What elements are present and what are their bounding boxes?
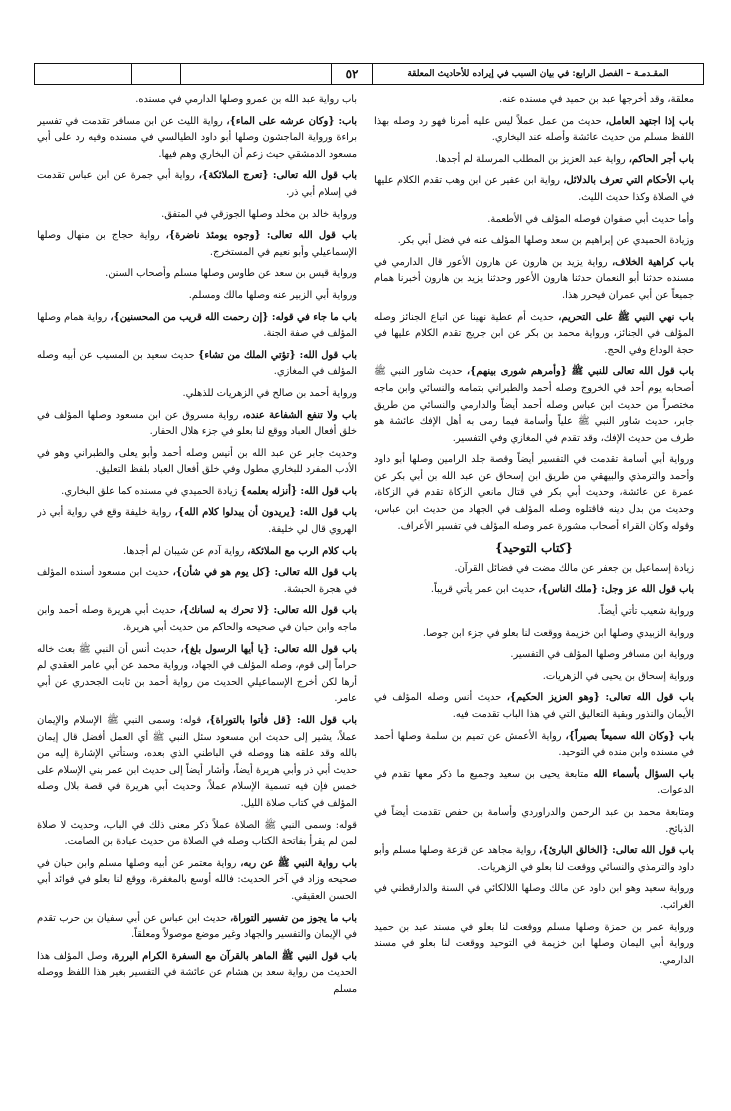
paragraph-lead: باب قول الله تعالى: {لا تحرك به لسانك}، xyxy=(179,605,357,617)
paragraph xyxy=(374,604,694,621)
paragraph-text: رواية آدم عن شيبان لم أجدها. xyxy=(122,545,248,557)
paragraph xyxy=(374,767,694,800)
paragraph xyxy=(37,484,357,501)
paragraph-text: وأما حديث أبي صفوان فوصله المؤلف في الأطعمة. xyxy=(487,213,694,225)
paragraph-text: حديث سعيد بن المسيب عن أبيه وصله المؤلف في المغازي. xyxy=(37,349,357,378)
paragraph-text: ورواية خالد بن مخلد وصلها الجوزقي في المتفق. xyxy=(161,208,357,220)
paragraph-text: ورواية أحمد بن صالح في الزهريات للذهلي. xyxy=(182,387,357,399)
paragraph-lead: باب كلام الرب مع الملائكة، xyxy=(247,545,357,557)
paragraph-lead: باب كراهية الخلاف، xyxy=(612,256,694,268)
paragraph xyxy=(37,168,357,201)
paragraph-text: رواية معتمر عن أبيه وصلها مسلم وابن حبان في صحيحه وزاد في آخر الحديث: فالله أوسع بالمغفرة، ووقع لنا بعلو في فوائد أبي الحسن العقيقي. xyxy=(37,857,357,902)
paragraph-text: متابعة يحيى بن سعيد وجميع ما ذكر معها تقدم في الدعوات. xyxy=(374,768,694,797)
paragraph xyxy=(37,408,357,441)
paragraph-text: رواية همام وصلها المؤلف في صفة الجنة. xyxy=(37,311,357,340)
paragraph-text: قوله: وسمى النبي ﷺ الصلاة عملاً ذكر معنى ذلك في الباب، وحديث لا صلاة لمن لم يقرأ بفاتحة الكتاب وصله في الصلاة من حديث عبادة بن الصامت. xyxy=(37,819,357,848)
paragraph xyxy=(37,505,357,538)
paragraph-text: حديث أبي هريرة وصله أحمد وابن ماجه وابن حبان في صحيحه والحاكم من حديث أبي هريرة. xyxy=(37,605,357,634)
paragraph xyxy=(374,212,694,229)
paragraph xyxy=(37,544,357,561)
paragraph-text: حديث من عمل عملاً ليس عليه أمرنا فهو رد وصله بهذا اللفظ مسلم من حديث عائشة وأصله عند البخاري. xyxy=(374,115,694,144)
paragraph-text: ورواية ابن مسافر وصلها المؤلف في التفسير. xyxy=(510,649,694,661)
paragraph-text: رواية الأعمش عن تميم بن سلمة وصلها أحمد في مسنده وابن منده في التوحيد. xyxy=(374,730,694,759)
paragraph-lead: باب قول الله تعالى للنبي ﷺ {وأمرهم شورى بينهم}، xyxy=(466,366,694,378)
paragraph-text: حديث أنس أن النبي ﷺ بعث خاله حراماً إلى قوم، وصله المؤلف في الجهاد، ورواية محمد عن أبي عامر العقدي لم أرها لكن أخرج الإسماعيلي الحديث من رواية أحمد بن ثابت الجحدري عن أبي عامر. xyxy=(37,643,357,705)
paragraph-text: معلقة، وقد أخرجها عبد بن حميد في مسنده عنه. xyxy=(499,94,694,105)
paragraph xyxy=(37,446,357,479)
paragraph-lead: باب الأحكام التي تعرف بالدلائل، xyxy=(563,175,694,187)
paragraph xyxy=(374,805,694,838)
paragraph-lead: باب قول النبي ﷺ الماهر بالقرآن مع السفرة الكرام البررة، xyxy=(111,950,357,962)
paragraph-text: قوله: وسمى النبي ﷺ الإسلام والإيمان عملاً، يشير إلى حديث ابن مسعود سئل النبي ﷺ أي العمل أفضل قال إيمان بالله وقد علقه هنا ووصله في الباطني الذي بعده، وستأتي الإشارة إليه من حديث أبي ذر وأبي هريرة أيضاً، وأشار أيضاً إلى حديث ابن عمر بني الإسلام على خمس فإن فيه تسمية الإسلام عملاً، وحديث أبي هريرة في قصة بلال وصله المؤلف في كتاب صلاة الليل. xyxy=(37,715,357,809)
paragraph-text: ورواية عمر بن حمزة وصلها مسلم ووقعت لنا بعلو في مسند عبد بن حميد ورواية أبي اليمان وصلها ابن خزيمة في التوحيد ووقعت لنا بعلو في مسند الدارمي. xyxy=(374,921,694,966)
paragraph xyxy=(374,173,694,206)
header-empty-cell xyxy=(180,64,331,84)
paragraph xyxy=(374,920,694,970)
paragraph-text: حديث ابن عباس عن أبي سفيان بن حرب تقدم في الإيمان والتفسير والجهاد وغير موضع موصولاً ومعلقاً. xyxy=(37,912,357,941)
paragraph-text: رواية خليفة وقع في رواية أبي ذر الهروي قال لي خليفة. xyxy=(37,507,357,536)
paragraph-text: رواية حجاج بن منهال وصلها الإسماعيلي وأبو نعيم في المستخرج. xyxy=(37,230,357,258)
paragraph-text: {كتاب التوحيد} xyxy=(494,541,574,556)
paragraph xyxy=(374,364,694,447)
paragraph-text: رواية عبد العزيز بن المطلب المرسلة لم أجدها. xyxy=(435,153,629,165)
paragraph-lead: باب قول الله: {قل فأتوا بالتوراة}، xyxy=(206,715,357,726)
paragraph-lead: باب نهي النبي ﷺ على التحريم، xyxy=(558,311,694,323)
paragraph-text: حديث أم عطية نهينا عن اتباع الجنائز وصله المؤلف في الجنائز، ورواية محمد بن بكر عن ابن جريج تقدم الكلام عليها في حجة الوداع وفي الحج. xyxy=(374,311,694,356)
paragraph-text: وزيادة الحميدي عن إبراهيم بن سعد وصلها المؤلف عنه في فضل أبي بكر. xyxy=(397,235,694,247)
paragraph xyxy=(374,152,694,169)
paragraph xyxy=(37,713,357,813)
paragraph-text: رواية الليث عن ابن مسافر تقدمت في تفسير براءة ورواية الماجشون وصلها أبو داود الطيالسي في مسنده وفيه رد على أبي مسعود الدمشقي حيث زعم أن البخاري وهم فيها. xyxy=(37,115,357,160)
section-heading xyxy=(374,540,694,557)
paragraph-text: رواية ابن عفير عن ابن وهب تقدم الكلام عليها في الصلاة وكذا حديث الليث. xyxy=(374,175,694,203)
paragraph-lead: باب قول الله: {أنزله بعلمه} xyxy=(240,485,357,497)
paragraph xyxy=(37,266,357,283)
paragraph-text: حديث شاور النبي ﷺ أصحابه يوم أحد في الخروج وصله أحمد والطبراني بتمامه والنسائي وابن ماجه مختصراً من حديث ابن عباس وصله أحمد أيضاً والدارمي والنسائي من طريق جابر، حديث شاور النبي ﷺ علياً وأسامة فيما رمى به أهل الإفك عائشة هو طرف من حديث الإفك، وقد تقدم في المغازي وفي التفسير. xyxy=(374,366,694,444)
paragraph-lead: باب قول الله تعالى: {يا أيها الرسول بلغ}، xyxy=(180,643,357,655)
paragraph xyxy=(37,642,357,708)
paragraph-lead: باب السؤال بأسماء الله xyxy=(593,768,694,780)
paragraph xyxy=(37,207,357,224)
paragraph xyxy=(37,114,357,164)
paragraph-lead: باب قول الله تعالى: {تعرج الملائكة}، xyxy=(198,170,357,182)
paragraph-lead: باب رواية النبي ﷺ عن ربه، xyxy=(240,857,357,869)
paragraph-text: حديث ابن عمر يأتي قريباً. xyxy=(430,584,539,596)
paragraph-text: زيادة الحميدي في مسنده كما علق البخاري. xyxy=(61,485,241,497)
paragraph-lead: باب ما يجوز من تفسير التوراة، xyxy=(229,912,357,924)
paragraph-text: حديث ابن مسعود أسنده المؤلف في هجرة الحبشة. xyxy=(37,567,357,595)
paragraph xyxy=(374,669,694,686)
paragraph xyxy=(374,729,694,762)
paragraph xyxy=(374,92,694,109)
paragraph xyxy=(374,690,694,723)
paragraph-text: زيادة إسماعيل بن جعفر عن مالك مضت في فضائل القرآن. xyxy=(454,562,694,574)
paragraph-text: رواية مسروق عن ابن مسعود وصلها المؤلف في خلق أفعال العباد ووقع لنا بعلو في جزء هلال الحفار. xyxy=(37,409,357,438)
paragraph xyxy=(37,92,357,109)
paragraph xyxy=(374,310,694,360)
paragraph xyxy=(37,603,357,636)
paragraph-text: ورواية أبي الزبير عنه وصلها مالك ومسلم. xyxy=(188,289,357,301)
paragraph-text: ورواية شعيب تأتي أيضاً. xyxy=(597,606,694,618)
paragraph xyxy=(374,255,694,305)
paragraph xyxy=(37,228,357,261)
paragraph-text: رواية أبي جمرة عن ابن عباس تقدمت في إسلام أبي ذر. xyxy=(37,170,357,198)
paragraph xyxy=(37,911,357,944)
paragraph xyxy=(374,626,694,643)
paragraph-lead: باب {وكان الله سميعاً بصيراً}، xyxy=(565,730,694,742)
paragraph xyxy=(374,582,694,599)
paragraph xyxy=(37,288,357,305)
paragraph-text: باب رواية عبد الله بن عمرو وصلها الدارمي في مسنده. xyxy=(135,94,357,105)
paragraph-text: ورواية إسحاق بن يحيى في الزهريات. xyxy=(542,670,694,682)
paragraph xyxy=(37,949,357,999)
paragraph xyxy=(374,647,694,664)
paragraph-lead: باب قول الله: {يريدون أن يبدلوا كلام الله}، xyxy=(174,507,357,519)
paragraph-text: ورواية سعيد وهو ابن داود عن مالك وصلها اللالكائي في السنة والدارقطني في الغرائب. xyxy=(374,883,694,911)
paragraph-lead: باب قول الله: {تؤتي الملك من تشاء} xyxy=(198,349,357,361)
header-title: المقـدمـة – الفصل الرابع: في بيان السبب في إيراده للأحاديث المعلقة xyxy=(372,64,703,84)
paragraph xyxy=(374,233,694,250)
paragraph-lead: باب: {وكان عرشه على الماء}، xyxy=(226,115,357,127)
paragraph-text: رواية مجاهد عن قزعة وصلها مسلم وأبو داود والترمذي والنسائي ووقعت لنا بعلو في الزهريات. xyxy=(374,845,694,873)
paragraph-lead: باب قول الله تعالى: {كل يوم هو في شأن}، xyxy=(172,567,357,579)
left-text-column xyxy=(37,92,357,1102)
paragraph xyxy=(37,386,357,403)
paragraph-text: وصل المؤلف هذا الحديث من رواية سعد بن هشام عن عائشة في التفسير بغير هذا اللفظ ووصله مسلم xyxy=(37,950,357,995)
paragraph-text: حديث أنس وصله المؤلف في الأيمان والنذور وبقية التعاليق التي في هذا الباب تقدمت فيه. xyxy=(374,692,694,720)
paragraph xyxy=(37,856,357,906)
paragraph xyxy=(37,348,357,381)
paragraph-text: ورواية الزبيدي وصلها ابن خزيمة ووقعت لنا بعلو في جزء ابن جوصا. xyxy=(422,627,694,639)
paragraph-lead: باب أجر الحاكم، xyxy=(628,153,694,165)
paragraph xyxy=(374,843,694,876)
paragraph-text: ورواية أبي أسامة تقدمت في التفسير أيضاً وقصة جلد الرامين وصلها أبو داود وأحمد والترمذي والبيهقي من طريق ابن إسحاق عن عبد الله بن أبي بكر عن عمرة عن عائشة، وحديث أبي بكر في قتال مانعي الزكاة تقدم في الزكاة، وحديث من بدل دينه فاقتلوه وصله المؤلف في الجهاد من حديث ابن عباس، وقوله وكان القراء أصحاب مشورة عمر وصله المؤلف في تفسير الأعراف. xyxy=(374,454,694,532)
paragraph xyxy=(37,818,357,851)
header-empty-cell xyxy=(131,64,180,84)
paragraph-lead: باب قول الله تعالى: {وهو العزيز الحكيم}، xyxy=(506,692,694,704)
paragraph-lead: باب قول الله عز وجل: {ملك الناس}، xyxy=(538,584,694,596)
paragraph xyxy=(374,561,694,578)
paragraph xyxy=(37,310,357,343)
header-empty-cell xyxy=(35,64,131,84)
paragraph-text: ورواية قيس بن سعد عن طاوس وصلها مسلم وأصحاب السنن. xyxy=(105,268,357,280)
right-text-column xyxy=(374,92,694,1102)
paragraph xyxy=(374,114,694,147)
paragraph-text: رواية يزيد بن هارون عن هارون الأعور قال الدارمي في مسنده حدثنا أبو النعمان حدثنا هارون الأعور وحدثنا يزيد بن هارون أخبرنا همام جميعاً عن أبي عمران فيحرر هذا. xyxy=(374,256,694,301)
paragraph-lead: باب ولا تنفع الشفاعة عنده، xyxy=(242,409,357,421)
page-number: ٥٢ xyxy=(331,64,372,84)
page-header xyxy=(34,63,704,85)
paragraph xyxy=(374,881,694,914)
paragraph xyxy=(374,452,694,535)
paragraph-text: ومتابعة محمد بن عبد الرحمن والدراوردي وأسامة بن حفص تقدمت أيضاً في الذبائح. xyxy=(374,806,694,835)
paragraph-lead: باب قول الله تعالى: {الخالق البارئ}، xyxy=(539,845,694,857)
paragraph-lead: باب إذا اجتهد العامل، xyxy=(605,115,694,127)
paragraph-lead: باب ما جاء في قوله: {إن رحمت الله قريب من المحسنين}، xyxy=(110,311,357,323)
paragraph-text: وحديث جابر عن عبد الله بن أنيس وصله أحمد وأبو يعلى والطبراني وهو في الأدب المفرد للبخاري مطول وفي خلق أفعال العباد بلفظ التعليق. xyxy=(37,447,357,476)
paragraph-lead: باب قول الله تعالى: {وجوه يومئذ ناضرة}، xyxy=(165,230,357,242)
paragraph xyxy=(37,565,357,598)
